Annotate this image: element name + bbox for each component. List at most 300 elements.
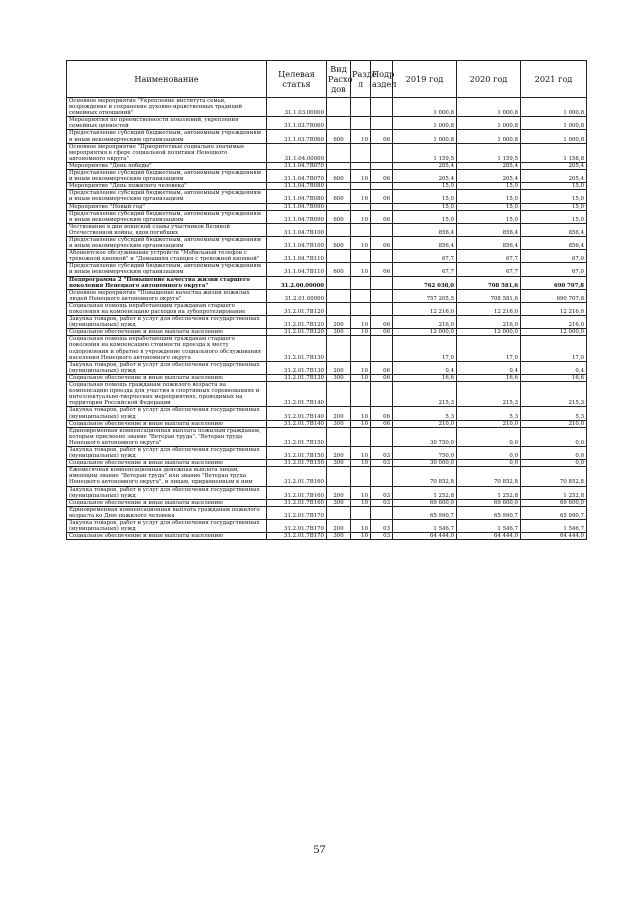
row-section-cell <box>351 382 371 407</box>
row-article-cell: 31.2.01.7В130 <box>267 374 327 381</box>
row-value-2019: 1 000,8 <box>393 130 457 143</box>
table-row <box>67 276 587 289</box>
row-name-cell: Закупка товаров, работ и услуг для обеспечения государственных (муниципальных) нужд <box>67 486 267 499</box>
table-row <box>67 407 587 420</box>
row-value-2020: 1 000,8 <box>457 130 521 143</box>
row-expense-type-cell <box>327 117 351 130</box>
row-expense-type-cell: 300 <box>327 499 351 506</box>
table-header-row <box>67 61 587 98</box>
row-value-2021: 0,0 <box>521 427 587 446</box>
row-expense-type-cell <box>327 467 351 486</box>
row-section-cell: 10 <box>351 407 371 420</box>
row-value-2021: 12 216,0 <box>521 302 587 315</box>
row-expense-type-cell <box>327 223 351 236</box>
row-name-cell: Закупка товаров, работ и услуг для обеспечения государственных (муниципальных) нужд <box>67 316 267 329</box>
table-row <box>67 210 587 223</box>
row-value-2019: 856,4 <box>393 236 457 249</box>
row-value-2021: 1 158,8 <box>521 143 587 162</box>
row-value-2019: 1 252,8 <box>393 486 457 499</box>
row-value-2021: 1 000,8 <box>521 130 587 143</box>
row-value-2020: 67,7 <box>457 250 521 263</box>
row-value-2021: 70 852,8 <box>521 467 587 486</box>
table-row <box>67 374 587 381</box>
row-value-2021: 67,0 <box>521 263 587 276</box>
row-expense-type-cell <box>327 276 351 289</box>
row-expense-type-cell: 300 <box>327 533 351 540</box>
row-section-cell <box>351 183 371 190</box>
row-expense-type-cell: 600 <box>327 263 351 276</box>
row-value-2020: 1 159,5 <box>457 143 521 162</box>
row-value-2019: 64 444,0 <box>393 533 457 540</box>
row-value-2021: 1 546,7 <box>521 520 587 533</box>
row-value-2019: 65 990,7 <box>393 506 457 519</box>
row-value-2021: 12 000,0 <box>521 329 587 336</box>
table-row <box>67 329 587 336</box>
header-year-2021: 2021 год <box>521 61 587 98</box>
row-subsection-cell: 06 <box>371 130 393 143</box>
row-name-cell: Чествование в дни воинской славы участников Великой Отечественной войны, вдов погибших <box>67 223 267 236</box>
table-row <box>67 130 587 143</box>
row-section-cell: 10 <box>351 520 371 533</box>
row-section-cell: 10 <box>351 374 371 381</box>
table-row <box>67 506 587 519</box>
table-body <box>67 98 587 540</box>
row-value-2021: 0,4 <box>521 361 587 374</box>
row-subsection-cell: 03 <box>371 533 393 540</box>
table-row <box>67 223 587 236</box>
row-section-cell <box>351 289 371 302</box>
row-value-2020: 0,0 <box>457 460 521 467</box>
row-expense-type-cell <box>327 506 351 519</box>
row-section-cell <box>351 223 371 236</box>
row-expense-type-cell: 300 <box>327 374 351 381</box>
row-name-cell: Основное мероприятие "Повышение качества жизни пожилых людей Ненецкого автономного округа" <box>67 289 267 302</box>
row-expense-type-cell <box>327 336 351 361</box>
row-article-cell: 31.1.04.7В090 <box>267 203 327 210</box>
row-value-2020: 0,0 <box>457 446 521 459</box>
row-section-cell <box>351 467 371 486</box>
row-article-cell: 31.1.03.7В060 <box>267 130 327 143</box>
row-value-2020: 15,0 <box>457 190 521 203</box>
row-subsection-cell <box>371 162 393 169</box>
row-value-2021: 1 000,8 <box>521 117 587 130</box>
row-article-cell: 31.1.03.7В060 <box>267 117 327 130</box>
row-expense-type-cell: 300 <box>327 420 351 427</box>
row-value-2019: 1 546,7 <box>393 520 457 533</box>
row-value-2021: 215,3 <box>521 382 587 407</box>
row-name-cell: Мероприятие "Новый год" <box>67 203 267 210</box>
row-name-cell: Социальное обеспечение и иные выплаты населению <box>67 420 267 427</box>
row-section-cell: 10 <box>351 170 371 183</box>
table-row <box>67 361 587 374</box>
row-value-2019: 5,3 <box>393 407 457 420</box>
row-value-2021: 0,0 <box>521 446 587 459</box>
row-name-cell: Подпрограмма 2 "Повышение качества жизни старшего поколения Ненецкого автономного округа" <box>67 276 267 289</box>
row-article-cell: 31.1.04.7В070 <box>267 162 327 169</box>
row-article-cell: 31.2.01.7В130 <box>267 361 327 374</box>
row-name-cell: Закупка товаров, работ и услуг для обеспечения государственных (муниципальных) нужд <box>67 361 267 374</box>
row-section-cell <box>351 302 371 315</box>
row-name-cell: Закупка товаров, работ и услуг для обеспечения государственных (муниципальных) нужд <box>67 446 267 459</box>
table-row <box>67 117 587 130</box>
row-subsection-cell: 03 <box>371 486 393 499</box>
table-row <box>67 183 587 190</box>
row-article-cell: 31.2.01.7В160 <box>267 499 327 506</box>
table-row <box>67 302 587 315</box>
row-subsection-cell: 06 <box>371 170 393 183</box>
row-value-2020: 210,0 <box>457 420 521 427</box>
row-value-2019: 69 600,0 <box>393 499 457 506</box>
header-year-2019: 2019 год <box>393 61 457 98</box>
row-article-cell: 31.2.01.7В120 <box>267 329 327 336</box>
row-value-2019: 15,0 <box>393 203 457 210</box>
row-name-cell: Основное мероприятие "Укрепление института семьи, возрождение и сохранение духовно-нравственных традиций семейных отношений" <box>67 98 267 117</box>
row-subsection-cell <box>371 276 393 289</box>
row-name-cell: Предоставление субсидий бюджетным, автономным учреждениям и иным некоммерческим организациям <box>67 170 267 183</box>
row-value-2020: 12 000,0 <box>457 329 521 336</box>
row-value-2019: 17,0 <box>393 336 457 361</box>
header-section: Разде л <box>351 61 371 98</box>
row-value-2019: 757 205,5 <box>393 289 457 302</box>
row-value-2021: 16,6 <box>521 374 587 381</box>
header-name: Наименование <box>67 61 267 98</box>
row-value-2020: 0,0 <box>457 427 521 446</box>
row-value-2020: 1 000,8 <box>457 117 521 130</box>
row-section-cell: 10 <box>351 446 371 459</box>
row-article-cell: 31.2.01.7В120 <box>267 302 327 315</box>
table-row <box>67 250 587 263</box>
row-value-2021: 856,4 <box>521 223 587 236</box>
row-article-cell: 31.2.01.7В150 <box>267 446 327 459</box>
row-value-2020: 708 581,6 <box>457 289 521 302</box>
table-row <box>67 162 587 169</box>
row-value-2019: 205,4 <box>393 170 457 183</box>
row-expense-type-cell <box>327 143 351 162</box>
row-name-cell: Предоставление субсидий бюджетным, автономным учреждениям и иным некоммерческим организациям <box>67 263 267 276</box>
budget-table <box>66 60 587 540</box>
row-value-2021: 5,3 <box>521 407 587 420</box>
row-value-2019: 205,4 <box>393 162 457 169</box>
header-subsection: Подр аздел <box>371 61 393 98</box>
row-section-cell <box>351 427 371 446</box>
row-subsection-cell: 06 <box>371 361 393 374</box>
row-value-2020: 15,0 <box>457 203 521 210</box>
row-expense-type-cell <box>327 427 351 446</box>
row-value-2021: 1 000,8 <box>521 98 587 117</box>
row-section-cell: 10 <box>351 460 371 467</box>
row-value-2021: 205,4 <box>521 162 587 169</box>
row-article-cell: 31.2.01.7В140 <box>267 382 327 407</box>
row-section-cell: 10 <box>351 130 371 143</box>
row-value-2021: 0,0 <box>521 460 587 467</box>
row-subsection-cell: 06 <box>371 210 393 223</box>
table-row <box>67 486 587 499</box>
row-expense-type-cell: 200 <box>327 520 351 533</box>
row-value-2020: 16,6 <box>457 374 521 381</box>
row-value-2020: 856,4 <box>457 236 521 249</box>
row-value-2020: 70 852,8 <box>457 467 521 486</box>
row-value-2019: 210,0 <box>393 420 457 427</box>
row-section-cell <box>351 162 371 169</box>
row-name-cell: Единовременная компенсационная выплата пожилым гражданам, которым присвоено звание "Ветеран труда", "Ветеран труда Ненецкого автономного округа" <box>67 427 267 446</box>
row-expense-type-cell <box>327 289 351 302</box>
row-subsection-cell <box>371 117 393 130</box>
row-value-2021: 67,0 <box>521 250 587 263</box>
row-article-cell: 31.1.04.7В100 <box>267 223 327 236</box>
table-row <box>67 289 587 302</box>
row-name-cell: Социальное обеспечение и иные выплаты населению <box>67 460 267 467</box>
row-name-cell: Закупка товаров, работ и услуг для обеспечения государственных (муниципальных) нужд <box>67 520 267 533</box>
row-article-cell: 31.2.01.7В170 <box>267 520 327 533</box>
row-value-2021: 17,0 <box>521 336 587 361</box>
table-row <box>67 170 587 183</box>
row-subsection-cell: 03 <box>371 499 393 506</box>
row-name-cell: Предоставление субсидий бюджетным, автономным учреждениям и иным некоммерческим организациям <box>67 236 267 249</box>
row-expense-type-cell: 300 <box>327 329 351 336</box>
row-subsection-cell: 06 <box>371 329 393 336</box>
row-value-2019: 15,0 <box>393 183 457 190</box>
row-expense-type-cell: 200 <box>327 446 351 459</box>
row-section-cell <box>351 203 371 210</box>
row-article-cell: 31.2.01.7В130 <box>267 336 327 361</box>
row-article-cell: 31.1.04.7В070 <box>267 170 327 183</box>
row-section-cell: 10 <box>351 499 371 506</box>
row-expense-type-cell: 600 <box>327 130 351 143</box>
row-section-cell <box>351 276 371 289</box>
row-expense-type-cell <box>327 162 351 169</box>
row-article-cell: 31.2.01.7В170 <box>267 533 327 540</box>
row-section-cell: 10 <box>351 533 371 540</box>
row-subsection-cell: 06 <box>371 236 393 249</box>
row-value-2020: 64 444,0 <box>457 533 521 540</box>
page-number: 57 <box>313 842 326 856</box>
row-name-cell: Ежемесячная компенсационная денежная выплата лицам, имеющим звание "Ветеран труда" или звание "Ветеран труда Ненецкого автономного округа", и лицам, приравненным к ним <box>67 467 267 486</box>
row-value-2020: 0,4 <box>457 361 521 374</box>
row-subsection-cell: 06 <box>371 190 393 203</box>
row-section-cell: 10 <box>351 329 371 336</box>
row-value-2019: 1 159,5 <box>393 143 457 162</box>
row-article-cell: 31.2.01.7В170 <box>267 506 327 519</box>
row-subsection-cell <box>371 427 393 446</box>
row-expense-type-cell: 200 <box>327 486 351 499</box>
row-value-2019: 70 852,8 <box>393 467 457 486</box>
table-row <box>67 446 587 459</box>
row-article-cell: 31.2.01.7В120 <box>267 316 327 329</box>
row-value-2019: 750,0 <box>393 446 457 459</box>
row-value-2021: 69 600,0 <box>521 499 587 506</box>
row-article-cell: 31.1.04.7В090 <box>267 210 327 223</box>
row-expense-type-cell: 600 <box>327 236 351 249</box>
row-article-cell: 31.1.04.00000 <box>267 143 327 162</box>
row-section-cell: 10 <box>351 263 371 276</box>
table-row <box>67 520 587 533</box>
row-value-2019: 16,6 <box>393 374 457 381</box>
row-value-2021: 15,0 <box>521 183 587 190</box>
row-value-2020: 12 216,0 <box>457 302 521 315</box>
row-article-cell: 31.2.00.00000 <box>267 276 327 289</box>
row-expense-type-cell: 600 <box>327 170 351 183</box>
row-value-2020: 216,0 <box>457 316 521 329</box>
row-subsection-cell <box>371 183 393 190</box>
row-value-2021: 15,0 <box>521 203 587 210</box>
row-value-2021: 64 444,0 <box>521 533 587 540</box>
row-article-cell: 31.2.01.7В160 <box>267 486 327 499</box>
row-value-2020: 65 990,7 <box>457 506 521 519</box>
row-name-cell: Предоставление субсидий бюджетным, автономным учреждениям и иным некоммерческим организациям <box>67 130 267 143</box>
row-section-cell: 10 <box>351 316 371 329</box>
row-section-cell <box>351 117 371 130</box>
table-row <box>67 263 587 276</box>
row-value-2019: 216,0 <box>393 316 457 329</box>
row-value-2019: 1 000,8 <box>393 98 457 117</box>
row-value-2020: 5,3 <box>457 407 521 420</box>
row-subsection-cell <box>371 143 393 162</box>
row-value-2019: 762 038,0 <box>393 276 457 289</box>
table-row <box>67 236 587 249</box>
row-subsection-cell <box>371 382 393 407</box>
table-row <box>67 460 587 467</box>
row-value-2020: 1 546,7 <box>457 520 521 533</box>
row-expense-type-cell <box>327 183 351 190</box>
row-expense-type-cell: 200 <box>327 316 351 329</box>
header-expense-type: Вид Расхо дов <box>327 61 351 98</box>
row-value-2020: 1 000,8 <box>457 98 521 117</box>
row-value-2020: 69 600,0 <box>457 499 521 506</box>
row-name-cell: Мероприятие "День пожилого человека" <box>67 183 267 190</box>
row-name-cell: Мероприятие "День победы" <box>67 162 267 169</box>
row-section-cell: 10 <box>351 420 371 427</box>
row-value-2019: 15,0 <box>393 210 457 223</box>
row-name-cell: Основное мероприятие "Приоритетные социально значимые мероприятия в сфере социальной политики Ненецкого автономного округа" <box>67 143 267 162</box>
row-subsection-cell: 03 <box>371 520 393 533</box>
row-subsection-cell <box>371 203 393 210</box>
row-article-cell: 31.1.04.7В100 <box>267 236 327 249</box>
row-value-2019: 12 216,0 <box>393 302 457 315</box>
table-row <box>67 316 587 329</box>
row-section-cell <box>351 506 371 519</box>
table-row <box>67 427 587 446</box>
row-value-2019: 67,7 <box>393 263 457 276</box>
row-value-2021: 210,0 <box>521 420 587 427</box>
row-section-cell: 10 <box>351 486 371 499</box>
row-value-2019: 12 000,0 <box>393 329 457 336</box>
row-name-cell: Закупка товаров, работ и услуг для обеспечения государственных (муниципальных) нужд <box>67 407 267 420</box>
row-article-cell: 31.2.01.7В140 <box>267 420 327 427</box>
table-row <box>67 98 587 117</box>
table-row <box>67 382 587 407</box>
row-article-cell: 31.2.01.7В150 <box>267 460 327 467</box>
row-article-cell: 31.1.03.00000 <box>267 98 327 117</box>
row-subsection-cell <box>371 336 393 361</box>
row-value-2019: 215,3 <box>393 382 457 407</box>
row-name-cell: Социальное обеспечение и иные выплаты населению <box>67 533 267 540</box>
row-subsection-cell <box>371 506 393 519</box>
row-name-cell: Социальное обеспечение и иные выплаты населению <box>67 499 267 506</box>
row-section-cell <box>351 336 371 361</box>
row-section-cell: 10 <box>351 210 371 223</box>
row-name-cell: Единовременная компенсационная выплата гражданам пожилого возраста ко Дню пожилого человека <box>67 506 267 519</box>
table-row <box>67 533 587 540</box>
row-subsection-cell: 06 <box>371 263 393 276</box>
row-subsection-cell: 06 <box>371 420 393 427</box>
header-article: Целевая статья <box>267 61 327 98</box>
row-value-2019: 0,4 <box>393 361 457 374</box>
row-expense-type-cell: 600 <box>327 190 351 203</box>
row-section-cell <box>351 250 371 263</box>
row-value-2019: 30 000,0 <box>393 460 457 467</box>
row-value-2019: 67,7 <box>393 250 457 263</box>
row-expense-type-cell: 600 <box>327 210 351 223</box>
row-expense-type-cell: 300 <box>327 460 351 467</box>
row-subsection-cell: 06 <box>371 374 393 381</box>
row-name-cell: Мероприятия по преемственности поколений, укрепления семейных ценностей <box>67 117 267 130</box>
row-article-cell: 31.1.04.7В080 <box>267 183 327 190</box>
row-expense-type-cell: 200 <box>327 407 351 420</box>
row-expense-type-cell <box>327 250 351 263</box>
table-row <box>67 467 587 486</box>
row-value-2019: 30 750,0 <box>393 427 457 446</box>
row-value-2019: 15,0 <box>393 190 457 203</box>
row-article-cell: 31.1.04.7В110 <box>267 250 327 263</box>
row-subsection-cell: 03 <box>371 460 393 467</box>
row-subsection-cell <box>371 98 393 117</box>
row-expense-type-cell <box>327 382 351 407</box>
row-value-2020: 15,0 <box>457 183 521 190</box>
row-value-2020: 856,4 <box>457 223 521 236</box>
row-subsection-cell <box>371 289 393 302</box>
row-value-2021: 1 252,8 <box>521 486 587 499</box>
row-subsection-cell: 06 <box>371 316 393 329</box>
row-value-2020: 15,0 <box>457 210 521 223</box>
row-expense-type-cell: 200 <box>327 361 351 374</box>
row-name-cell: Социальная помощь гражданам пожилого возраста на компенсацию проезда для участия в спортивных соревнованиях и интеллектуально-творческих мероприятиях, проводимых на территории Российской Федерации <box>67 382 267 407</box>
row-value-2021: 205,4 <box>521 170 587 183</box>
table-row <box>67 420 587 427</box>
row-value-2021: 690 707,8 <box>521 289 587 302</box>
row-subsection-cell: 06 <box>371 407 393 420</box>
row-value-2019: 856,4 <box>393 223 457 236</box>
row-expense-type-cell <box>327 203 351 210</box>
row-subsection-cell <box>371 467 393 486</box>
row-section-cell: 10 <box>351 190 371 203</box>
table-row <box>67 336 587 361</box>
row-subsection-cell <box>371 223 393 236</box>
row-article-cell: 31.1.04.7В080 <box>267 190 327 203</box>
row-value-2020: 67,7 <box>457 263 521 276</box>
row-article-cell: 31.2.01.00000 <box>267 289 327 302</box>
row-article-cell: 31.2.01.7В160 <box>267 467 327 486</box>
header-year-2020: 2020 год <box>457 61 521 98</box>
row-article-cell: 31.2.01.7В150 <box>267 427 327 446</box>
row-value-2019: 1 000,8 <box>393 117 457 130</box>
row-subsection-cell <box>371 302 393 315</box>
row-name-cell: Социальная помощь неработающим гражданам старшего поколения на компенсацию стоимости проезда к месту оздоровления и обратно в учреждение социального обслуживания населения Ненецкого автономного округа <box>67 336 267 361</box>
row-name-cell: Предоставление субсидий бюджетным, автономным учреждениям и иным некоммерческим организациям <box>67 190 267 203</box>
row-section-cell: 10 <box>351 236 371 249</box>
row-name-cell: Социальное обеспечение и иные выплаты населению <box>67 329 267 336</box>
row-expense-type-cell <box>327 98 351 117</box>
row-value-2021: 856,4 <box>521 236 587 249</box>
budget-document <box>66 60 586 540</box>
table-row <box>67 190 587 203</box>
row-section-cell: 10 <box>351 361 371 374</box>
row-value-2020: 17,0 <box>457 336 521 361</box>
row-value-2021: 15,0 <box>521 210 587 223</box>
table-row <box>67 143 587 162</box>
row-value-2020: 708 581,6 <box>457 276 521 289</box>
row-name-cell: Предоставление субсидий бюджетным, автономным учреждениям и иным некоммерческим организациям <box>67 210 267 223</box>
row-section-cell <box>351 98 371 117</box>
